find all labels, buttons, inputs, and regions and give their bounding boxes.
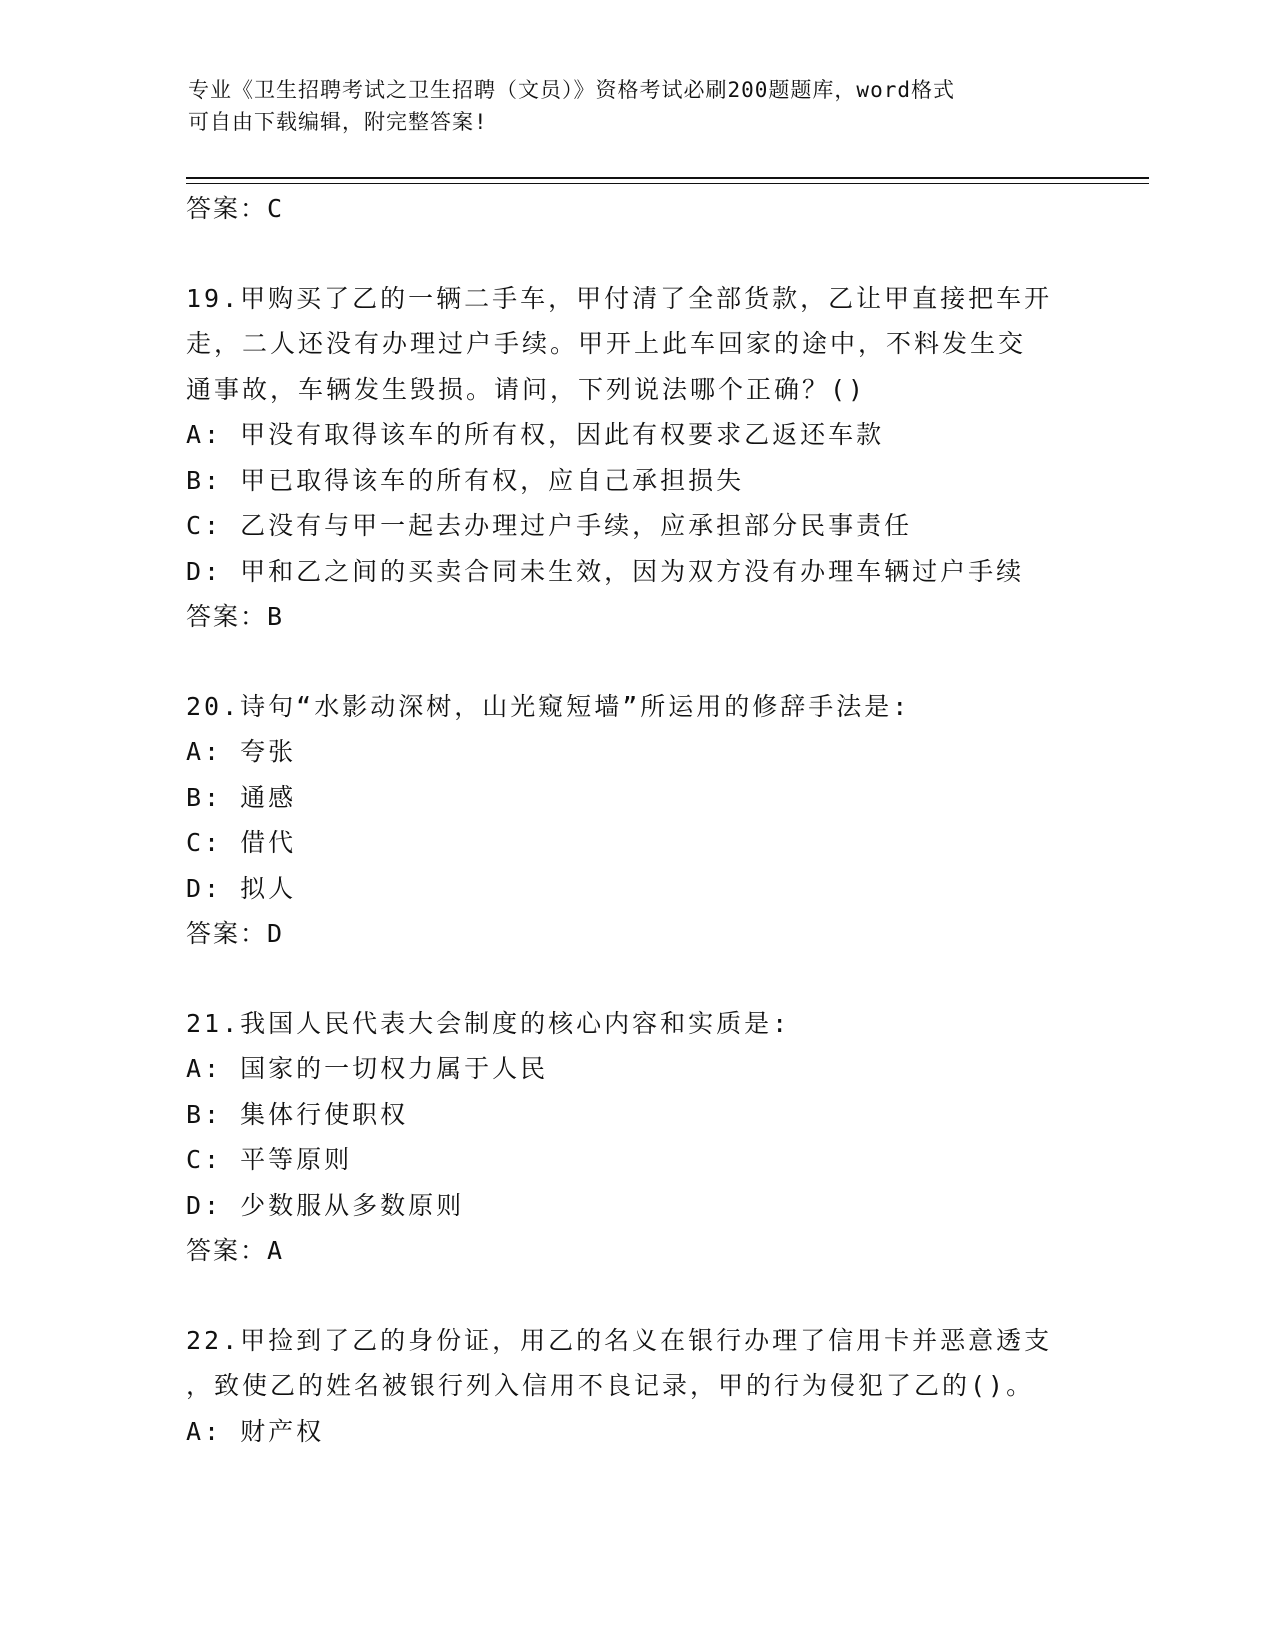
question-20 (186, 684, 1086, 957)
option-c: C: 借代 (186, 828, 297, 857)
question-stem-line: 19.甲购买了乙的一辆二手车，甲付清了全部货款，乙让甲直接把车开 (186, 283, 1053, 313)
question-stem-line: 走，二人还没有办理过户手续。甲开上此车回家的途中，不料发生交 (186, 329, 1027, 358)
answer-value: D (267, 919, 286, 948)
answer-value: C (267, 194, 286, 223)
option-c: C: 平等原则 (186, 1145, 353, 1174)
answer-value: B (267, 602, 286, 631)
answer-label: 答案： (186, 1236, 268, 1265)
question-answer (186, 594, 1086, 640)
header-rule-thin (186, 183, 1149, 184)
option-a: A: 国家的一切权力属于人民 (186, 1054, 549, 1083)
question-stem-line: ，致使乙的姓名被银行列入信用不良记录，甲的行为侵犯了乙的()。 (186, 1371, 1035, 1400)
option-d: D: 少数服从多数原则 (186, 1190, 465, 1220)
option-b: B: 甲已取得该车的所有权，应自己承担损失 (186, 465, 745, 495)
previous-answer (186, 186, 1086, 232)
document-header (188, 74, 1068, 138)
option-c: C: 乙没有与甲一起去办理过户手续，应承担部分民事责任 (186, 511, 913, 540)
option-b: B: 集体行使职权 (186, 1099, 409, 1129)
question-stem-line: 20.诗句“水影动深树，山光窥短墙”所运用的修辞手法是: (186, 691, 911, 721)
header-line-1: 专业《卫生招聘考试之卫生招聘（文员）》资格考试必刷200题题库，word格式 (188, 78, 955, 102)
header-line-2: 可自由下载编辑，附完整答案! (188, 110, 488, 134)
option-a: A: 夸张 (186, 737, 297, 766)
header-rule-thick (186, 177, 1149, 179)
question-stem-line: 22.甲捡到了乙的身份证，用乙的名义在银行办理了信用卡并恶意透支 (186, 1325, 1053, 1355)
answer-value: A (267, 1236, 286, 1265)
answer-label: 答案： (186, 602, 268, 631)
question-answer (186, 911, 1086, 957)
question-stem-line: 通事故，车辆发生毁损。请问，下列说法哪个正确？() (186, 374, 867, 404)
question-21 (186, 1001, 1086, 1274)
option-d: D: 甲和乙之间的买卖合同未生效，因为双方没有办理车辆过户手续 (186, 556, 1025, 586)
option-a: A: 甲没有取得该车的所有权，因此有权要求乙返还车款 (186, 420, 885, 449)
option-a: A: 财产权 (186, 1416, 325, 1446)
question-22 (186, 1318, 1086, 1455)
question-stem-line: 21.我国人民代表大会制度的核心内容和实质是: (186, 1008, 791, 1038)
question-19 (186, 276, 1086, 640)
question-answer (186, 1228, 1086, 1274)
option-d: D: 拟人 (186, 873, 297, 903)
option-b: B: 通感 (186, 782, 297, 812)
answer-label: 答案： (186, 919, 268, 948)
answer-label: 答案： (186, 194, 268, 223)
question-content (186, 186, 1086, 1454)
